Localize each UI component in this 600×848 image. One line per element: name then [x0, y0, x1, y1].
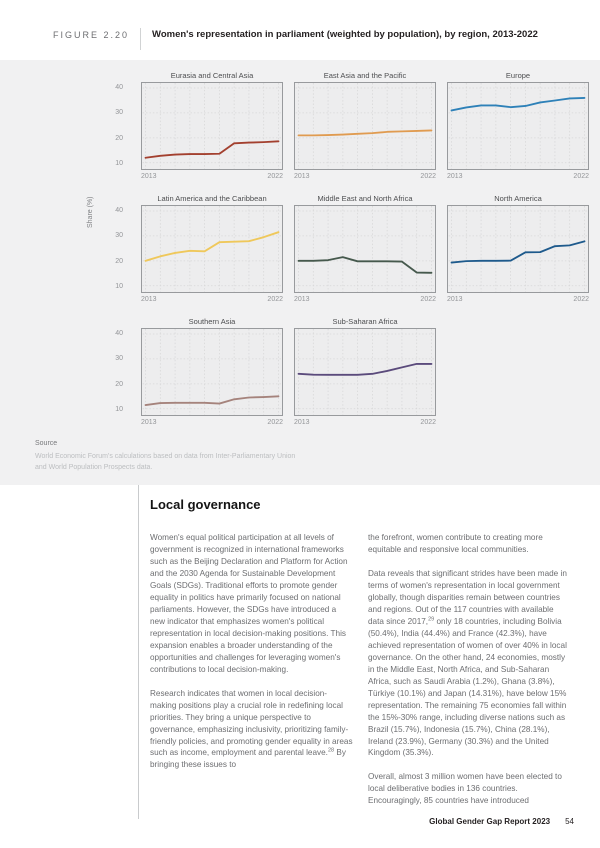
section-heading: Local governance: [150, 497, 261, 512]
y-tick-label: 20: [115, 257, 123, 265]
x-axis-ticks: [141, 173, 283, 180]
x-axis-ticks: [447, 296, 589, 303]
y-tick-label: 40: [115, 329, 123, 337]
x-tick-label: 2022: [267, 296, 283, 303]
x-axis-ticks: [294, 296, 436, 303]
line-plot: [447, 82, 589, 170]
paragraph-text: only 18 countries, including Bolivia (50.4%), India (44.4%) and France (42.3%), have achieved representation of women of over 40% in local governance. On the other hand, 24 economies, mostly in the Middle East, North Africa, and Sub-Saharan Africa, such as Saudi Arabia (1.2%), Ghana (3.8%), Türkiye (10.1%) and Japan (14.31%), have below 15% representation. The remaining 75 economies fall within the 15%-30% range, including diverse nations such as Brazil (15.7%), Indonesia (15.7%), China (28.1%), Ireland (23.9%), Germany (30.3%) and the United Kingdom (35.3%).: [368, 616, 567, 758]
y-tick-label: 10: [115, 283, 123, 291]
figure-title: Women's representation in parliament (weighted by population), by region, 2013-2022: [152, 29, 538, 40]
paragraph: [368, 568, 571, 760]
x-tick-label: 2013: [141, 419, 157, 426]
line-plot: [141, 328, 283, 416]
paragraph-text: Overall, almost 3 million women have been elected to local deliberative bodies in 136 countries. Encouragingly, 85 countries have introduced: [368, 772, 562, 806]
paragraph-text: the forefront, women contribute to creating more equitable and responsive local communities.: [368, 533, 543, 554]
x-axis-ticks: [294, 173, 436, 180]
x-tick-label: 2013: [294, 296, 310, 303]
chart-europe: [447, 70, 589, 180]
local-governance-section: [138, 485, 574, 819]
footnote-ref: 29: [428, 616, 435, 623]
paragraph-text: Data reveals that significant strides have been made in terms of women's representation in local government globally, though disparities remain between countries and regions. Out of the 117 countries with available data since 2017,: [368, 568, 567, 626]
chart-southern-asia: [141, 316, 283, 426]
x-tick-label: 2013: [294, 419, 310, 426]
chart-eurasia-and-central-asia: [141, 70, 283, 180]
x-tick-label: 2022: [267, 419, 283, 426]
chart-east-asia-and-the-pacific: [294, 70, 436, 180]
line-plot: [294, 328, 436, 416]
paragraph: [150, 688, 353, 772]
chart-title: Europe: [505, 71, 531, 80]
header-divider: [140, 28, 141, 50]
data-series-line: [299, 130, 432, 135]
paragraph: [368, 771, 571, 807]
paragraph-text: By bringing these issues to: [150, 748, 346, 770]
text-column-left: [150, 532, 353, 819]
data-series-line: [146, 396, 279, 405]
source-heading: Source: [35, 440, 58, 447]
paragraph: [150, 532, 353, 676]
x-tick-label: 2022: [573, 173, 589, 180]
x-tick-label: 2022: [420, 419, 436, 426]
figure-panel: [0, 60, 600, 485]
y-tick-label: 40: [115, 83, 123, 91]
x-axis-ticks: [141, 296, 283, 303]
x-tick-label: 2013: [447, 296, 463, 303]
data-series-line: [146, 232, 279, 261]
y-axis-ticks: [100, 205, 130, 293]
y-tick-label: 20: [115, 380, 123, 388]
x-tick-label: 2013: [447, 173, 463, 180]
y-tick-label: 30: [115, 355, 123, 363]
y-axis-ticks: [100, 82, 130, 170]
footnote-ref: 28: [327, 747, 335, 754]
x-axis-ticks: [141, 419, 283, 426]
y-tick-label: 30: [115, 109, 123, 117]
chart-row-2: [100, 193, 600, 303]
x-tick-label: 2013: [141, 173, 157, 180]
source-text: World Economic Forum's calculations based on data from Inter-Parliamentary Union and World Population Prospects data.: [35, 453, 296, 471]
x-tick-label: 2013: [294, 173, 310, 180]
x-axis-ticks: [447, 173, 589, 180]
text-columns: [150, 532, 574, 819]
x-tick-label: 2022: [573, 296, 589, 303]
y-tick-label: 20: [115, 134, 123, 142]
chart-title: Eurasia and Central Asia: [170, 71, 254, 80]
y-tick-label: 30: [115, 232, 123, 240]
x-axis-ticks: [294, 419, 436, 426]
charts-grid: [0, 70, 600, 426]
paragraph-text: Women's equal political participation at all levels of government is recognized in international frameworks such as the Beijing Declaration and Platform for Action and the 2030 Agenda for Sustainable Development Goals (SDGs). Traditional efforts to promote gender equality in politics have primarily focused on national parliaments. However, the SDGs have introduced a new indicator that emphasizes women's political representation in local decision-making positions. This expansion enables a broader understanding of the opportunities and challenges for leveraging women's contributions to local decision-making.: [150, 533, 348, 674]
x-tick-label: 2013: [141, 296, 157, 303]
y-axis-ticks: [100, 328, 130, 416]
x-tick-label: 2022: [267, 173, 283, 180]
chart-title: Middle East and North Africa: [317, 194, 413, 203]
figure-header: [0, 0, 600, 50]
page-footer: [0, 817, 574, 826]
paragraph: [368, 532, 571, 556]
x-tick-label: 2022: [420, 173, 436, 180]
chart-title: Latin America and the Caribbean: [157, 194, 267, 203]
y-tick-label: 10: [115, 406, 123, 414]
y-axis-label: Share (%): [87, 196, 94, 228]
chart-title: Southern Asia: [188, 317, 236, 326]
data-series-line: [299, 257, 432, 273]
chart-latin-america-and-the-caribbean: [141, 193, 283, 303]
chart-title: East Asia and the Pacific: [323, 71, 407, 80]
y-tick-label: 40: [115, 206, 123, 214]
line-plot: [141, 82, 283, 170]
data-series-line: [299, 364, 432, 375]
chart-title: Sub-Saharan Africa: [332, 317, 398, 326]
text-column-right: [368, 532, 571, 819]
y-tick-label: 10: [115, 160, 123, 168]
data-series-line: [452, 98, 585, 111]
data-series-line: [452, 241, 585, 262]
chart-sub-saharan-africa: [294, 316, 436, 426]
report-title: Global Gender Gap Report 2023: [429, 817, 551, 826]
chart-title: North America: [494, 194, 542, 203]
line-plot: [141, 205, 283, 293]
paragraph-text: Research indicates that women in local decision-making positions play a crucial role in redefining local priorities. They bring a unique perspective to governance, emphasizing inclusivity, prioritizing family-friendly policies, and promoting gender equality in areas such as income, employment and parental leave.: [150, 688, 353, 758]
data-series-line: [146, 141, 279, 157]
chart-north-america: [447, 193, 589, 303]
line-plot: [294, 82, 436, 170]
chart-row-1: [100, 70, 600, 180]
source-block: [35, 440, 300, 473]
line-plot: [294, 205, 436, 293]
figure-number: FIGURE 2.20: [53, 30, 130, 40]
line-plot: [447, 205, 589, 293]
chart-middle-east-and-north-africa: [294, 193, 436, 303]
chart-row-3: [100, 316, 600, 426]
x-tick-label: 2022: [420, 296, 436, 303]
page-number: 54: [565, 817, 574, 826]
